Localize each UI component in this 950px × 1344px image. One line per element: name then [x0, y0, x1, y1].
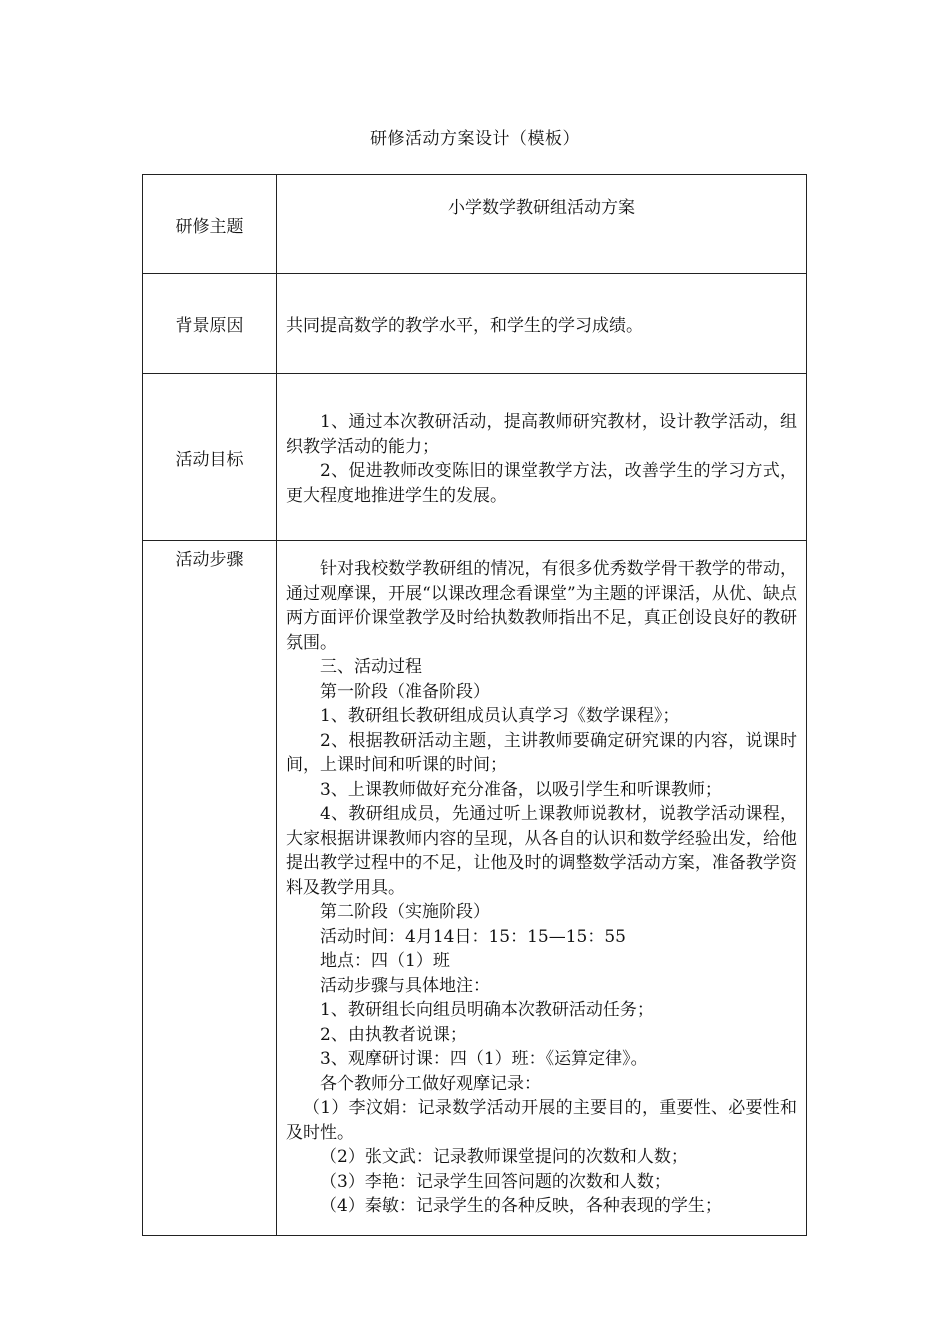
background-label: 背景原因 — [143, 274, 277, 374]
record-item-1: （1）李汶娟：记录数学活动开展的主要目的，重要性、必要性和及时性。 — [286, 1098, 797, 1143]
topic-value: 小学数学教研组活动方案 — [277, 175, 807, 274]
steps-intro: 针对我校数学教研组的情况，有很多优秀数学骨干教学的带动，通过观摩课，开展“以课改理念看课堂”为主题的评课活，从优、缺点两方面评价课堂教学及时给执数教师指出不足，真正创设良好的教研氛围。 — [286, 559, 797, 653]
record-item-2: （2）张文武：记录教师课堂提问的次数和人数； — [320, 1147, 688, 1167]
activity-place: 地点：四（1）班 — [320, 951, 450, 971]
stage2-item-2: 2、由执教者说课； — [320, 1024, 467, 1045]
record-item-3: （3）李艳：记录学生回答问题的次数和人数； — [320, 1171, 671, 1192]
steps-heading: 活动步骤与具体地注： — [320, 975, 490, 996]
stage1-item-2: 2、根据教研活动主题，主讲教师要确定研究课的内容，说课时间，上课时间和听课的时间； — [286, 730, 797, 775]
record-heading: 各个教师分工做好观摩记录： — [320, 1073, 541, 1094]
activity-time: 活动时间：4月14日：15：15—15：55 — [320, 926, 626, 947]
table-row-goals — [143, 374, 807, 541]
topic-label: 研修主题 — [143, 175, 277, 274]
table-row-background — [143, 274, 807, 374]
stage2-heading: 第二阶段（实施阶段） — [320, 902, 490, 922]
goal-item-1: 1、通过本次教研活动，提高教师研究教材，设计教学活动，组织教学活动的能力； — [286, 412, 797, 457]
steps-label: 活动步骤 — [143, 541, 277, 1236]
goals-label: 活动目标 — [143, 374, 277, 541]
process-heading: 三、活动过程 — [320, 657, 422, 677]
steps-cell — [277, 541, 807, 1236]
page-title: 研修活动方案设计（模板） — [370, 129, 580, 149]
goals-cell — [277, 374, 807, 541]
stage1-item-1: 1、教研组长教研组成员认真学习《数学课程》； — [320, 706, 680, 726]
background-value: 共同提高数学的教学水平，和学生的学习成绩。 — [277, 274, 807, 374]
table-row-steps — [143, 541, 807, 1236]
table-row-topic — [143, 175, 807, 274]
stage1-item-3: 3、上课教师做好充分准备，以吸引学生和听课教师； — [320, 779, 722, 800]
plan-table — [142, 174, 807, 1236]
stage2-item-1: 1、教研组长向组员明确本次教研活动任务； — [320, 1000, 654, 1020]
stage2-item-3: 3、观摩研讨课：四（1）班：《运算定律》。 — [320, 1049, 648, 1069]
record-item-4: （4）秦敏：记录学生的各种反映，各种表现的学生； — [320, 1196, 722, 1216]
stage1-item-4: 4、教研组成员，先通过听上课教师说教材，说教学活动课程，大家根据讲课教师内容的呈现，从各自的认识和数学经验出发，给他提出教学过程中的不足，让他及时的调整数学活动方案，准备教学资料及教学用具。 — [286, 804, 797, 898]
goal-item-2: 2、促进教师改变陈旧的课堂教学方法，改善学生的学习方式，更大程度地推进学生的发展。 — [286, 461, 797, 506]
stage1-heading: 第一阶段（准备阶段） — [320, 681, 490, 702]
